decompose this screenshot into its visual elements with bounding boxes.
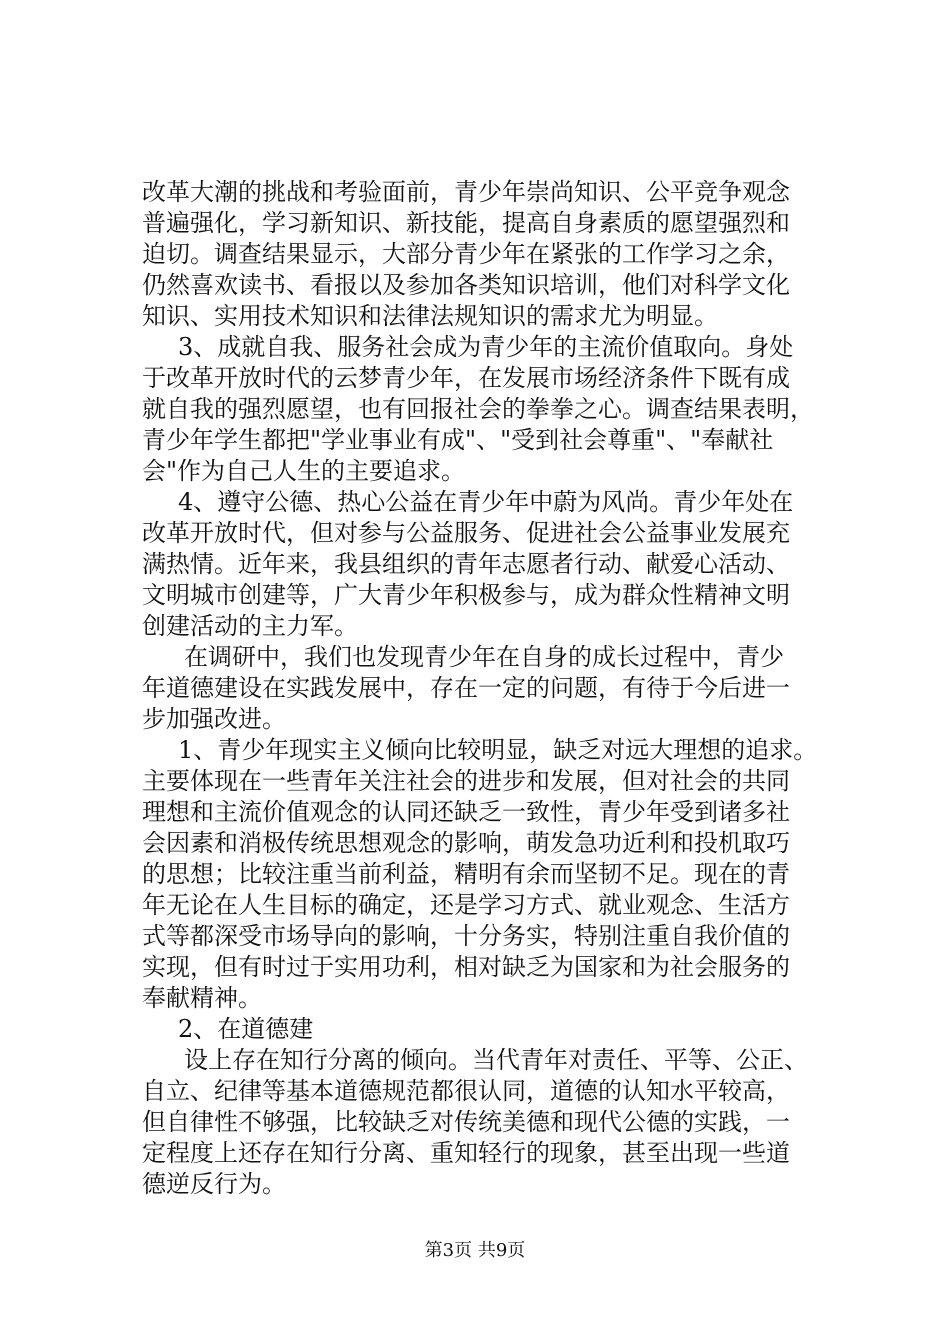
text-line: 仍然喜欢读书、看报以及参加各类知识培训，他们对科学文化 bbox=[142, 271, 790, 299]
text-line: 于改革开放时代的云梦青少年，在发展市场经济条件下既有成 bbox=[142, 364, 790, 392]
text-line: 2、在道德建 bbox=[178, 1015, 314, 1043]
text-line: 创建活动的主力军。 bbox=[142, 612, 358, 640]
text-line: 德逆反行为。 bbox=[142, 1170, 286, 1198]
text-line: 式等都深受市场导向的影响，十分务实，特别注重自我价值的 bbox=[142, 922, 790, 950]
text-line: 奉献精神。 bbox=[142, 984, 262, 1012]
text-line: 的思想；比较注重当前利益，精明有余而坚韧不足。现在的青 bbox=[142, 860, 790, 888]
text-line: 3、成就自我、服务社会成为青少年的主流价值取向。身处 bbox=[178, 333, 794, 361]
text-line: 青少年学生都把"学业事业有成"、"受到社会尊重"、"奉献社 bbox=[142, 426, 774, 454]
text-line: 迫切。调查结果显示，大部分青少年在紧张的工作学习之余， bbox=[142, 240, 790, 268]
text-line: 文明城市创建等，广大青少年积极参与，成为群众性精神文明 bbox=[142, 581, 790, 609]
text-line: 理想和主流价值观念的认同还缺乏一致性，青少年受到诸多社 bbox=[142, 798, 790, 826]
text-line: 设上存在知行分离的倾向。当代青年对责任、平等、公正、 bbox=[184, 1046, 808, 1074]
text-line: 1、青少年现实主义倾向比较明显，缺乏对远大理想的追求。 bbox=[178, 736, 818, 764]
text-line: 知识、实用技术知识和法律法规知识的需求尤为明显。 bbox=[142, 302, 718, 330]
text-line: 普遍强化，学习新知识、新技能，提高自身素质的愿望强烈和 bbox=[142, 209, 790, 237]
text-line: 改革开放时代，但对参与公益服务、促进社会公益事业发展充 bbox=[142, 519, 790, 547]
text-line: 自立、纪律等基本道德规范都很认同，道德的认知水平较高， bbox=[142, 1077, 790, 1105]
text-line: 步加强改进。 bbox=[142, 705, 286, 733]
text-line: 在调研中，我们也发现青少年在自身的成长过程中，青少 bbox=[184, 643, 784, 671]
text-line: 就自我的强烈愿望，也有回报社会的拳拳之心。调查结果表明， bbox=[142, 395, 814, 423]
text-line: 满热情。近年来，我县组织的青年志愿者行动、献爱心活动、 bbox=[142, 550, 790, 578]
text-line: 改革大潮的挑战和考验面前，青少年崇尚知识、公平竞争观念 bbox=[142, 178, 790, 206]
text-line: 会"作为自己人生的主要追求。 bbox=[142, 457, 466, 485]
text-line: 会因素和消极传统思想观念的影响，萌发急功近利和投机取巧 bbox=[142, 829, 790, 857]
page-number-footer: 第3页 共9页 bbox=[424, 1240, 526, 1261]
text-line: 定程度上还存在知行分离、重知轻行的现象，甚至出现一些道 bbox=[142, 1139, 790, 1167]
text-line: 但自律性不够强，比较缺乏对传统美德和现代公德的实践，一 bbox=[142, 1108, 790, 1136]
text-line: 年无论在人生目标的确定，还是学习方式、就业观念、生活方 bbox=[142, 891, 790, 919]
text-line: 年道德建设在实践发展中，存在一定的问题，有待于今后进一 bbox=[142, 674, 790, 702]
text-line: 实现，但有时过于实用功利，相对缺乏为国家和为社会服务的 bbox=[142, 953, 790, 981]
text-line: 主要体现在一些青年关注社会的进步和发展，但对社会的共同 bbox=[142, 767, 790, 795]
text-line: 4、遵守公德、热心公益在青少年中蔚为风尚。青少年处在 bbox=[178, 488, 794, 516]
